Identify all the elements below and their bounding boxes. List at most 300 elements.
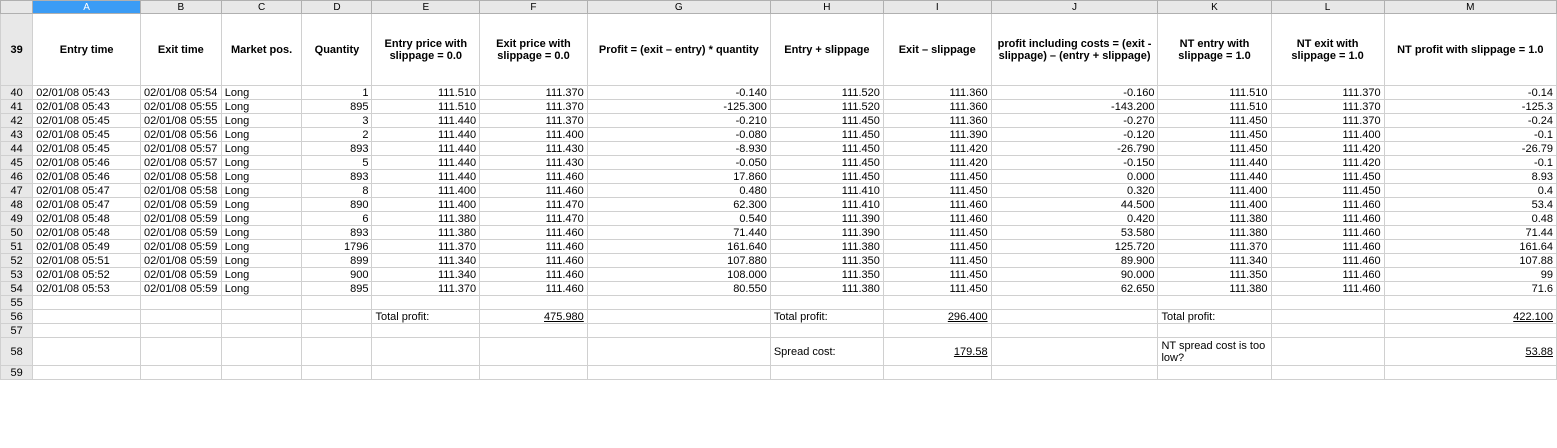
- row-header-42[interactable]: 42: [1, 114, 33, 128]
- cell-nt-entry[interactable]: 111.450: [1158, 142, 1271, 156]
- column-header-m[interactable]: M: [1384, 1, 1556, 14]
- cell-exit-price[interactable]: 111.400: [480, 128, 588, 142]
- cell-blank[interactable]: [991, 324, 1158, 338]
- cell-entry-time[interactable]: 02/01/08 05:43: [33, 86, 141, 100]
- cell-blank[interactable]: [587, 366, 770, 380]
- cell-nt-entry[interactable]: 111.380: [1158, 282, 1271, 296]
- cell-exit-minus-slippage[interactable]: 111.450: [883, 240, 991, 254]
- cell-exit-time[interactable]: 02/01/08 05:59: [140, 198, 221, 212]
- cell-profit[interactable]: 161.640: [587, 240, 770, 254]
- cell-entry-price[interactable]: 111.510: [372, 100, 480, 114]
- cell-profit[interactable]: -0.050: [587, 156, 770, 170]
- cell-entry-plus-slippage[interactable]: 111.410: [770, 198, 883, 212]
- cell-profit[interactable]: -0.080: [587, 128, 770, 142]
- cell-blank[interactable]: [221, 366, 302, 380]
- row-header-56[interactable]: 56: [1, 310, 33, 324]
- cell-entry-price[interactable]: 111.340: [372, 268, 480, 282]
- row-header-43[interactable]: 43: [1, 128, 33, 142]
- cell-entry-plus-slippage[interactable]: 111.450: [770, 142, 883, 156]
- cell-profit[interactable]: -0.140: [587, 86, 770, 100]
- cell-exit-minus-slippage[interactable]: 111.360: [883, 100, 991, 114]
- cell-nt-exit[interactable]: 111.400: [1271, 128, 1384, 142]
- cell-nt-profit[interactable]: -0.14: [1384, 86, 1556, 100]
- cell-profit-costs[interactable]: 89.900: [991, 254, 1158, 268]
- cell-market-pos[interactable]: Long: [221, 198, 302, 212]
- cell-nt-entry[interactable]: 111.510: [1158, 100, 1271, 114]
- cell-quantity[interactable]: 1796: [302, 240, 372, 254]
- column-header-d[interactable]: D: [302, 1, 372, 14]
- spread-cost-row[interactable]: [1, 338, 1557, 366]
- cell-nt-exit[interactable]: 111.460: [1271, 226, 1384, 240]
- cell-nt-entry[interactable]: 111.400: [1158, 198, 1271, 212]
- cell-entry-price[interactable]: 111.340: [372, 254, 480, 268]
- cell-entry-price[interactable]: 111.440: [372, 170, 480, 184]
- cell-nt-exit[interactable]: 111.370: [1271, 114, 1384, 128]
- cell-blank[interactable]: [140, 338, 221, 366]
- cell-profit[interactable]: -125.300: [587, 100, 770, 114]
- cell-blank[interactable]: [302, 310, 372, 324]
- column-header-k[interactable]: K: [1158, 1, 1271, 14]
- cell-nt-entry[interactable]: 111.350: [1158, 268, 1271, 282]
- cell-exit-minus-slippage[interactable]: 111.450: [883, 226, 991, 240]
- cell-blank[interactable]: [991, 310, 1158, 324]
- cell-nt-entry[interactable]: 111.380: [1158, 226, 1271, 240]
- cell-nt-entry[interactable]: 111.380: [1158, 212, 1271, 226]
- cell-entry-plus-slippage[interactable]: 111.410: [770, 184, 883, 198]
- column-header-f[interactable]: F: [480, 1, 588, 14]
- cell-blank[interactable]: [1271, 338, 1384, 366]
- cell-exit-time[interactable]: 02/01/08 05:59: [140, 226, 221, 240]
- table-row[interactable]: [1, 198, 1557, 212]
- cell-entry-time[interactable]: 02/01/08 05:48: [33, 212, 141, 226]
- cell-exit-time[interactable]: 02/01/08 05:55: [140, 100, 221, 114]
- cell-nt-exit[interactable]: 111.450: [1271, 184, 1384, 198]
- cell-blank[interactable]: [587, 324, 770, 338]
- cell-blank[interactable]: [140, 310, 221, 324]
- value-total-profit-3[interactable]: 422.100: [1384, 310, 1556, 324]
- cell-blank[interactable]: [372, 338, 480, 366]
- cell-blank[interactable]: [140, 366, 221, 380]
- label-nt-spread-cost-question[interactable]: NT spread cost is too low?: [1158, 338, 1271, 366]
- row-header-41[interactable]: 41: [1, 100, 33, 114]
- cell-exit-price[interactable]: 111.370: [480, 100, 588, 114]
- cell-entry-plus-slippage[interactable]: 111.450: [770, 156, 883, 170]
- cell-blank[interactable]: [991, 338, 1158, 366]
- cell-blank[interactable]: [770, 366, 883, 380]
- cell-blank[interactable]: [33, 338, 141, 366]
- cell-nt-profit[interactable]: -0.1: [1384, 156, 1556, 170]
- cell-blank[interactable]: [1158, 366, 1271, 380]
- cell-blank[interactable]: [883, 324, 991, 338]
- cell-exit-time[interactable]: 02/01/08 05:58: [140, 170, 221, 184]
- cell-exit-minus-slippage[interactable]: 111.420: [883, 156, 991, 170]
- cell-exit-price[interactable]: 111.470: [480, 212, 588, 226]
- cell-entry-plus-slippage[interactable]: 111.380: [770, 282, 883, 296]
- cell-blank[interactable]: [883, 366, 991, 380]
- totals-row[interactable]: [1, 310, 1557, 324]
- table-row[interactable]: [1, 282, 1557, 296]
- table-row[interactable]: [1, 100, 1557, 114]
- table-row[interactable]: [1, 114, 1557, 128]
- cell-exit-minus-slippage[interactable]: 111.450: [883, 254, 991, 268]
- cell-nt-profit[interactable]: -26.79: [1384, 142, 1556, 156]
- cell-nt-profit[interactable]: 71.6: [1384, 282, 1556, 296]
- cell-blank[interactable]: [221, 296, 302, 310]
- cell-exit-time[interactable]: 02/01/08 05:59: [140, 240, 221, 254]
- column-header-e[interactable]: E: [372, 1, 480, 14]
- cell-blank[interactable]: [480, 338, 588, 366]
- cell-nt-profit[interactable]: -0.1: [1384, 128, 1556, 142]
- cell-profit-costs[interactable]: 62.650: [991, 282, 1158, 296]
- row-header-54[interactable]: 54: [1, 282, 33, 296]
- cell-nt-profit[interactable]: 161.64: [1384, 240, 1556, 254]
- value-spread-cost[interactable]: 179.58: [883, 338, 991, 366]
- cell-blank[interactable]: [302, 338, 372, 366]
- cell-exit-time[interactable]: 02/01/08 05:59: [140, 254, 221, 268]
- cell-entry-plus-slippage[interactable]: 111.390: [770, 212, 883, 226]
- table-row[interactable]: [1, 128, 1557, 142]
- cell-entry-time[interactable]: 02/01/08 05:45: [33, 128, 141, 142]
- cell-entry-time[interactable]: 02/01/08 05:48: [33, 226, 141, 240]
- cell-nt-entry[interactable]: 111.400: [1158, 184, 1271, 198]
- cell-blank[interactable]: [302, 296, 372, 310]
- cell-entry-plus-slippage[interactable]: 111.350: [770, 268, 883, 282]
- cell-nt-profit[interactable]: -125.3: [1384, 100, 1556, 114]
- cell-blank[interactable]: [1271, 296, 1384, 310]
- cell-blank[interactable]: [140, 324, 221, 338]
- cell-profit-costs[interactable]: -0.160: [991, 86, 1158, 100]
- cell-profit[interactable]: 80.550: [587, 282, 770, 296]
- cell-exit-price[interactable]: 111.460: [480, 170, 588, 184]
- cell-entry-plus-slippage[interactable]: 111.450: [770, 170, 883, 184]
- cell-entry-plus-slippage[interactable]: 111.450: [770, 128, 883, 142]
- row-header-47[interactable]: 47: [1, 184, 33, 198]
- column-header-row[interactable]: [1, 1, 1557, 14]
- cell-exit-price[interactable]: 111.460: [480, 254, 588, 268]
- cell-quantity[interactable]: 893: [302, 226, 372, 240]
- row-header-45[interactable]: 45: [1, 156, 33, 170]
- cell-blank[interactable]: [883, 296, 991, 310]
- row-header-39[interactable]: 39: [1, 14, 33, 86]
- cell-exit-price[interactable]: 111.460: [480, 282, 588, 296]
- cell-quantity[interactable]: 890: [302, 198, 372, 212]
- cell-nt-exit[interactable]: 111.370: [1271, 100, 1384, 114]
- cell-market-pos[interactable]: Long: [221, 100, 302, 114]
- table-row[interactable]: [1, 324, 1557, 338]
- cell-blank[interactable]: [991, 366, 1158, 380]
- cell-profit[interactable]: 0.540: [587, 212, 770, 226]
- cell-market-pos[interactable]: Long: [221, 170, 302, 184]
- cell-entry-plus-slippage[interactable]: 111.380: [770, 240, 883, 254]
- cell-blank[interactable]: [991, 296, 1158, 310]
- cell-profit-costs[interactable]: -0.150: [991, 156, 1158, 170]
- row-header-52[interactable]: 52: [1, 254, 33, 268]
- cell-nt-profit[interactable]: -0.24: [1384, 114, 1556, 128]
- column-header-b[interactable]: B: [140, 1, 221, 14]
- cell-entry-price[interactable]: 111.440: [372, 128, 480, 142]
- cell-blank[interactable]: [33, 366, 141, 380]
- table-row[interactable]: [1, 212, 1557, 226]
- cell-blank[interactable]: [1384, 366, 1556, 380]
- cell-quantity[interactable]: 5: [302, 156, 372, 170]
- cell-entry-price[interactable]: 111.400: [372, 198, 480, 212]
- cell-entry-time[interactable]: 02/01/08 05:45: [33, 142, 141, 156]
- cell-quantity[interactable]: 895: [302, 282, 372, 296]
- cell-nt-profit[interactable]: 107.88: [1384, 254, 1556, 268]
- cell-market-pos[interactable]: Long: [221, 240, 302, 254]
- cell-market-pos[interactable]: Long: [221, 142, 302, 156]
- cell-nt-profit[interactable]: 8.93: [1384, 170, 1556, 184]
- cell-profit-costs[interactable]: 90.000: [991, 268, 1158, 282]
- table-row[interactable]: [1, 170, 1557, 184]
- cell-market-pos[interactable]: Long: [221, 268, 302, 282]
- cell-exit-minus-slippage[interactable]: 111.460: [883, 198, 991, 212]
- cell-entry-time[interactable]: 02/01/08 05:49: [33, 240, 141, 254]
- cell-nt-entry[interactable]: 111.450: [1158, 128, 1271, 142]
- cell-entry-time[interactable]: 02/01/08 05:47: [33, 198, 141, 212]
- cell-nt-exit[interactable]: 111.450: [1271, 170, 1384, 184]
- table-row[interactable]: [1, 366, 1557, 380]
- cell-entry-price[interactable]: 111.440: [372, 114, 480, 128]
- cell-nt-exit[interactable]: 111.460: [1271, 240, 1384, 254]
- row-header-51[interactable]: 51: [1, 240, 33, 254]
- cell-nt-exit[interactable]: 111.460: [1271, 282, 1384, 296]
- cell-entry-time[interactable]: 02/01/08 05:53: [33, 282, 141, 296]
- column-header-g[interactable]: G: [587, 1, 770, 14]
- cell-entry-price[interactable]: 111.380: [372, 226, 480, 240]
- cell-entry-plus-slippage[interactable]: 111.390: [770, 226, 883, 240]
- cell-entry-plus-slippage[interactable]: 111.450: [770, 114, 883, 128]
- cell-blank[interactable]: [1271, 366, 1384, 380]
- cell-exit-minus-slippage[interactable]: 111.360: [883, 86, 991, 100]
- cell-blank[interactable]: [372, 366, 480, 380]
- cell-exit-price[interactable]: 111.370: [480, 86, 588, 100]
- cell-entry-price[interactable]: 111.370: [372, 282, 480, 296]
- row-header-59[interactable]: 59: [1, 366, 33, 380]
- cell-profit-costs[interactable]: 0.000: [991, 170, 1158, 184]
- cell-entry-price[interactable]: 111.380: [372, 212, 480, 226]
- cell-quantity[interactable]: 3: [302, 114, 372, 128]
- column-header-i[interactable]: I: [883, 1, 991, 14]
- label-spread-cost[interactable]: Spread cost:: [770, 338, 883, 366]
- cell-market-pos[interactable]: Long: [221, 184, 302, 198]
- cell-entry-time[interactable]: 02/01/08 05:43: [33, 100, 141, 114]
- cell-nt-entry[interactable]: 111.510: [1158, 86, 1271, 100]
- cell-exit-minus-slippage[interactable]: 111.450: [883, 282, 991, 296]
- cell-blank[interactable]: [480, 324, 588, 338]
- label-total-profit-3[interactable]: Total profit:: [1158, 310, 1271, 324]
- cell-profit-costs[interactable]: -26.790: [991, 142, 1158, 156]
- cell-blank[interactable]: [33, 296, 141, 310]
- cell-nt-entry[interactable]: 111.440: [1158, 156, 1271, 170]
- cell-blank[interactable]: [480, 296, 588, 310]
- cell-nt-profit[interactable]: 0.4: [1384, 184, 1556, 198]
- cell-exit-price[interactable]: 111.370: [480, 114, 588, 128]
- cell-blank[interactable]: [1384, 296, 1556, 310]
- cell-quantity[interactable]: 895: [302, 100, 372, 114]
- cell-blank[interactable]: [372, 296, 480, 310]
- column-header-c[interactable]: C: [221, 1, 302, 14]
- row-header-49[interactable]: 49: [1, 212, 33, 226]
- cell-nt-entry[interactable]: 111.450: [1158, 114, 1271, 128]
- row-header-57[interactable]: 57: [1, 324, 33, 338]
- cell-nt-profit[interactable]: 71.44: [1384, 226, 1556, 240]
- cell-quantity[interactable]: 893: [302, 142, 372, 156]
- row-header-46[interactable]: 46: [1, 170, 33, 184]
- cell-exit-price[interactable]: 111.460: [480, 268, 588, 282]
- cell-exit-minus-slippage[interactable]: 111.450: [883, 268, 991, 282]
- cell-exit-time[interactable]: 02/01/08 05:58: [140, 184, 221, 198]
- cell-blank[interactable]: [302, 366, 372, 380]
- cell-quantity[interactable]: 6: [302, 212, 372, 226]
- cell-quantity[interactable]: 900: [302, 268, 372, 282]
- row-header-48[interactable]: 48: [1, 198, 33, 212]
- cell-market-pos[interactable]: Long: [221, 212, 302, 226]
- cell-exit-minus-slippage[interactable]: 111.390: [883, 128, 991, 142]
- cell-blank[interactable]: [587, 338, 770, 366]
- cell-profit-costs[interactable]: -0.120: [991, 128, 1158, 142]
- cell-entry-time[interactable]: 02/01/08 05:46: [33, 156, 141, 170]
- cell-market-pos[interactable]: Long: [221, 282, 302, 296]
- cell-nt-exit[interactable]: 111.460: [1271, 198, 1384, 212]
- cell-profit-costs[interactable]: 0.420: [991, 212, 1158, 226]
- cell-blank[interactable]: [1158, 324, 1271, 338]
- cell-exit-minus-slippage[interactable]: 111.460: [883, 212, 991, 226]
- cell-exit-time[interactable]: 02/01/08 05:54: [140, 86, 221, 100]
- cell-market-pos[interactable]: Long: [221, 114, 302, 128]
- row-header-40[interactable]: 40: [1, 86, 33, 100]
- cell-blank[interactable]: [221, 310, 302, 324]
- cell-exit-minus-slippage[interactable]: 111.420: [883, 142, 991, 156]
- column-header-l[interactable]: L: [1271, 1, 1384, 14]
- cell-entry-time[interactable]: 02/01/08 05:51: [33, 254, 141, 268]
- cell-blank[interactable]: [1384, 324, 1556, 338]
- cell-entry-time[interactable]: 02/01/08 05:52: [33, 268, 141, 282]
- cell-profit[interactable]: 17.860: [587, 170, 770, 184]
- cell-blank[interactable]: [770, 324, 883, 338]
- cell-blank[interactable]: [33, 310, 141, 324]
- cell-market-pos[interactable]: Long: [221, 156, 302, 170]
- cell-blank[interactable]: [1271, 324, 1384, 338]
- cell-exit-minus-slippage[interactable]: 111.450: [883, 184, 991, 198]
- cell-blank[interactable]: [587, 296, 770, 310]
- label-total-profit-1[interactable]: Total profit:: [372, 310, 480, 324]
- cell-quantity[interactable]: 2: [302, 128, 372, 142]
- cell-market-pos[interactable]: Long: [221, 128, 302, 142]
- label-total-profit-2[interactable]: Total profit:: [770, 310, 883, 324]
- cell-nt-exit[interactable]: 111.420: [1271, 142, 1384, 156]
- cell-profit[interactable]: 107.880: [587, 254, 770, 268]
- cell-exit-price[interactable]: 111.460: [480, 240, 588, 254]
- cell-profit-costs[interactable]: 44.500: [991, 198, 1158, 212]
- value-nt-spread-cost[interactable]: 53.88: [1384, 338, 1556, 366]
- cell-entry-plus-slippage[interactable]: 111.520: [770, 86, 883, 100]
- cell-market-pos[interactable]: Long: [221, 226, 302, 240]
- cell-exit-time[interactable]: 02/01/08 05:57: [140, 142, 221, 156]
- cell-nt-exit[interactable]: 111.460: [1271, 254, 1384, 268]
- cell-nt-exit[interactable]: 111.460: [1271, 268, 1384, 282]
- cell-entry-plus-slippage[interactable]: 111.350: [770, 254, 883, 268]
- cell-exit-time[interactable]: 02/01/08 05:59: [140, 282, 221, 296]
- cell-entry-time[interactable]: 02/01/08 05:45: [33, 114, 141, 128]
- cell-entry-price[interactable]: 111.510: [372, 86, 480, 100]
- cell-profit-costs[interactable]: 125.720: [991, 240, 1158, 254]
- value-total-profit-2[interactable]: 296.400: [883, 310, 991, 324]
- cell-blank[interactable]: [587, 310, 770, 324]
- cell-quantity[interactable]: 1: [302, 86, 372, 100]
- table-row[interactable]: [1, 226, 1557, 240]
- cell-entry-price[interactable]: 111.370: [372, 240, 480, 254]
- cell-nt-entry[interactable]: 111.340: [1158, 254, 1271, 268]
- cell-blank[interactable]: [480, 366, 588, 380]
- table-row[interactable]: [1, 156, 1557, 170]
- cell-exit-price[interactable]: 111.430: [480, 156, 588, 170]
- table-row[interactable]: [1, 184, 1557, 198]
- cell-market-pos[interactable]: Long: [221, 254, 302, 268]
- cell-nt-profit[interactable]: 0.48: [1384, 212, 1556, 226]
- row-header-58[interactable]: 58: [1, 338, 33, 366]
- cell-quantity[interactable]: 8: [302, 184, 372, 198]
- cell-exit-price[interactable]: 111.430: [480, 142, 588, 156]
- cell-profit[interactable]: -0.210: [587, 114, 770, 128]
- cell-exit-time[interactable]: 02/01/08 05:57: [140, 156, 221, 170]
- cell-nt-profit[interactable]: 99: [1384, 268, 1556, 282]
- cell-blank[interactable]: [33, 324, 141, 338]
- corner-select-all[interactable]: [1, 1, 33, 14]
- cell-nt-exit[interactable]: 111.460: [1271, 212, 1384, 226]
- cell-exit-price[interactable]: 111.470: [480, 198, 588, 212]
- cell-profit-costs[interactable]: 53.580: [991, 226, 1158, 240]
- cell-exit-time[interactable]: 02/01/08 05:56: [140, 128, 221, 142]
- cell-exit-price[interactable]: 111.460: [480, 226, 588, 240]
- cell-blank[interactable]: [372, 324, 480, 338]
- cell-entry-time[interactable]: 02/01/08 05:46: [33, 170, 141, 184]
- cell-profit[interactable]: 62.300: [587, 198, 770, 212]
- cell-profit-costs[interactable]: 0.320: [991, 184, 1158, 198]
- table-row[interactable]: [1, 268, 1557, 282]
- cell-exit-time[interactable]: 02/01/08 05:55: [140, 114, 221, 128]
- cell-nt-exit[interactable]: 111.370: [1271, 86, 1384, 100]
- cell-exit-time[interactable]: 02/01/08 05:59: [140, 268, 221, 282]
- cell-entry-price[interactable]: 111.440: [372, 156, 480, 170]
- cell-profit[interactable]: 0.480: [587, 184, 770, 198]
- cell-blank[interactable]: [221, 338, 302, 366]
- cell-exit-price[interactable]: 111.460: [480, 184, 588, 198]
- row-header-53[interactable]: 53: [1, 268, 33, 282]
- table-row[interactable]: [1, 254, 1557, 268]
- cell-profit-costs[interactable]: -143.200: [991, 100, 1158, 114]
- cell-nt-profit[interactable]: 53.4: [1384, 198, 1556, 212]
- cell-profit-costs[interactable]: -0.270: [991, 114, 1158, 128]
- cell-exit-time[interactable]: 02/01/08 05:59: [140, 212, 221, 226]
- row-header-44[interactable]: 44: [1, 142, 33, 156]
- column-header-a[interactable]: A: [33, 1, 141, 14]
- cell-blank[interactable]: [302, 324, 372, 338]
- cell-entry-time[interactable]: 02/01/08 05:47: [33, 184, 141, 198]
- cell-nt-exit[interactable]: 111.420: [1271, 156, 1384, 170]
- cell-blank[interactable]: [770, 296, 883, 310]
- cell-blank[interactable]: [1271, 310, 1384, 324]
- cell-quantity[interactable]: 899: [302, 254, 372, 268]
- cell-profit[interactable]: 108.000: [587, 268, 770, 282]
- column-header-h[interactable]: H: [770, 1, 883, 14]
- cell-blank[interactable]: [1158, 296, 1271, 310]
- cell-nt-entry[interactable]: 111.440: [1158, 170, 1271, 184]
- column-header-j[interactable]: J: [991, 1, 1158, 14]
- cell-exit-minus-slippage[interactable]: 111.360: [883, 114, 991, 128]
- cell-exit-minus-slippage[interactable]: 111.450: [883, 170, 991, 184]
- row-header-55[interactable]: 55: [1, 296, 33, 310]
